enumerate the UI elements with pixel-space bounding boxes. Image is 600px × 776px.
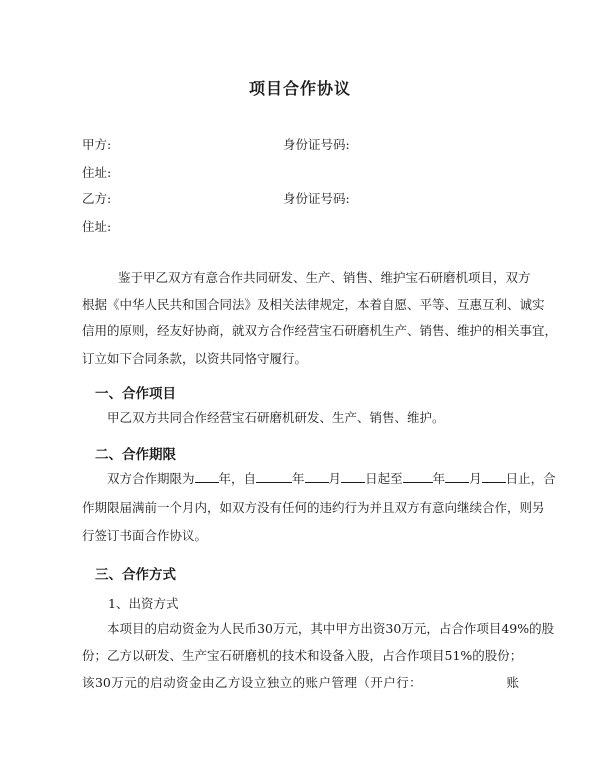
period-text: 年 bbox=[432, 471, 446, 486]
period-text: 双方合作期限为 bbox=[107, 471, 195, 486]
document-title: 项目合作协议 bbox=[248, 79, 351, 98]
party-b-address-label: 住址: bbox=[82, 219, 112, 234]
party-a-address-label: 住址: bbox=[82, 165, 112, 180]
end-day-blank bbox=[482, 470, 506, 483]
intro-line: 信用的原则，经友好协商，就双方合作经营宝石研磨机生产、销售、维护的相关事宜， bbox=[82, 323, 558, 338]
period-text: 月 bbox=[469, 471, 482, 486]
period-text: 日止，合 bbox=[505, 471, 556, 486]
party-a-id-label: 身份证号码: bbox=[283, 137, 350, 152]
end-month-blank bbox=[445, 470, 469, 483]
section-3-line: 本项目的启动资金为人民币30万元，其中甲方出资30万元，占合作项目49%的股 bbox=[107, 621, 555, 636]
period-text: 日起至 bbox=[365, 471, 403, 486]
period-text: 年，自 bbox=[218, 471, 257, 486]
intro-line: 订立如下合同条款，以资共同恪守履行。 bbox=[82, 351, 308, 366]
start-year-blank bbox=[256, 470, 292, 483]
year-count-blank bbox=[195, 470, 219, 483]
section-1-text: 甲乙双方共同合作经营宝石研磨机研发、生产、销售、维护。 bbox=[107, 410, 445, 425]
section-1-heading: 一、合作项目 bbox=[95, 386, 176, 402]
section-2-line: 作期限届满前一个月内，如双方没有任何的违约行为并且双方有意向继续合作，则另 bbox=[82, 500, 545, 515]
end-year-blank bbox=[403, 470, 433, 483]
section-2-heading: 二、合作期限 bbox=[95, 447, 176, 463]
section-3-line: 该30万元的启动资金由乙方设立独立的账户管理（开户行： 账 bbox=[82, 675, 519, 690]
intro-line: 鉴于甲乙双方有意合作共同研发、生产、销售、维护宝石研磨机项目，双方 bbox=[118, 270, 531, 285]
section-2-line: 行签订书面合作协议。 bbox=[82, 528, 208, 543]
intro-line: 根据《中华人民共和国合同法》及相关法律规定，本着自愿、平等、互惠互利、诚实 bbox=[82, 297, 545, 312]
party-b-id-label: 身份证号码: bbox=[283, 191, 350, 206]
party-b-label: 乙方: bbox=[82, 191, 112, 206]
section-3-line: 份；乙方以研发、生产宝石研磨机的技术和设备入股，占合作项目51%的股份； bbox=[82, 648, 523, 663]
section-2-line bbox=[107, 470, 556, 487]
start-day-blank bbox=[341, 470, 365, 483]
section-3-heading: 三、合作方式 bbox=[95, 567, 176, 583]
period-text: 年 bbox=[292, 471, 305, 486]
section-3-subheading: 1、出资方式 bbox=[108, 596, 179, 611]
start-month-blank bbox=[305, 470, 329, 483]
party-a-label: 甲方: bbox=[82, 137, 112, 152]
period-text: 月 bbox=[328, 471, 342, 486]
